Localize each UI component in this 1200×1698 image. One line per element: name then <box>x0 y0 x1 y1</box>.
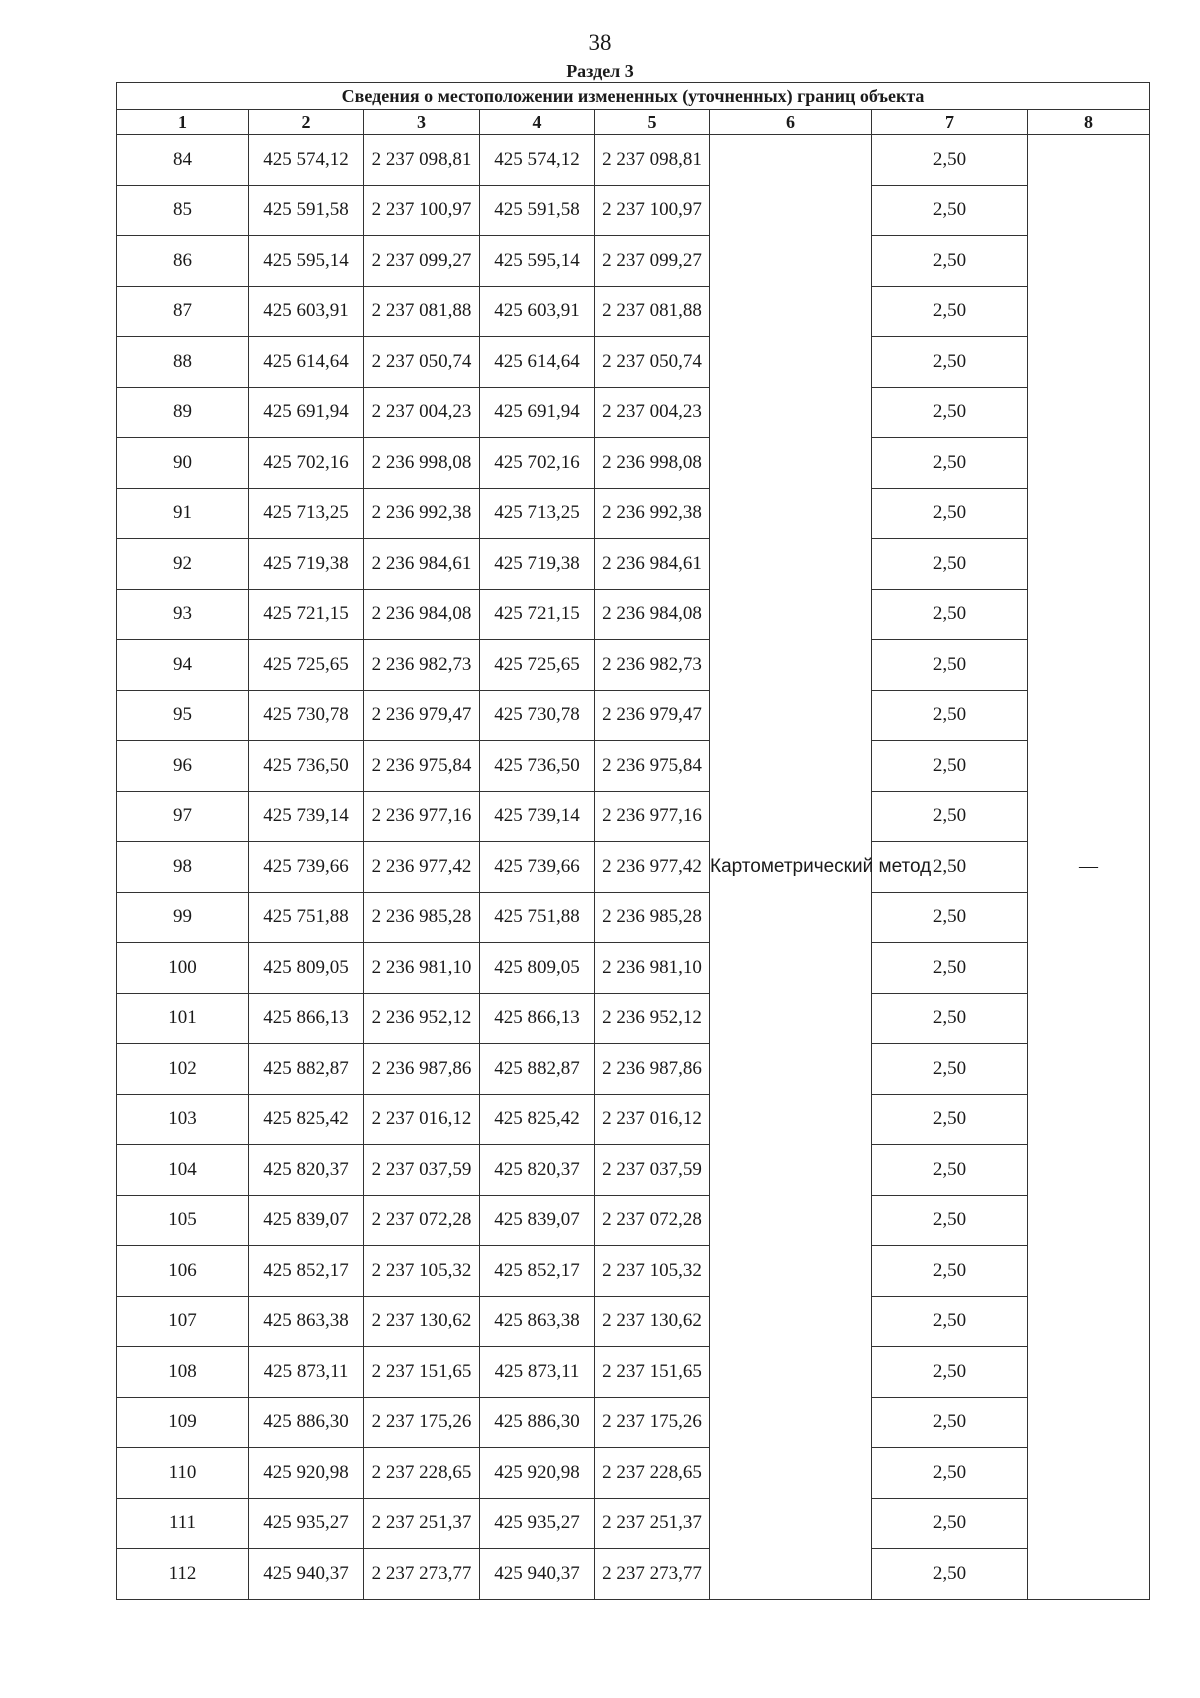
coordinate-cell: 425 730,78 <box>480 690 595 741</box>
coordinate-cell: 2 236 987,86 <box>364 1044 480 1095</box>
point-number-cell: 99 <box>117 892 249 943</box>
coordinate-cell: 2 237 175,26 <box>595 1397 710 1448</box>
coordinate-cell: 2 236 977,16 <box>595 791 710 842</box>
precision-cell: 2,50 <box>872 1044 1028 1095</box>
coordinate-cell: 2 237 273,77 <box>595 1549 710 1600</box>
coordinate-cell: 2 237 130,62 <box>595 1296 710 1347</box>
coordinate-cell: 425 574,12 <box>249 135 364 186</box>
coordinate-cell: 425 809,05 <box>249 943 364 994</box>
point-number-cell: 100 <box>117 943 249 994</box>
coordinate-cell: 425 751,88 <box>249 892 364 943</box>
coordinate-cell: 2 237 004,23 <box>364 387 480 438</box>
point-number-cell: 107 <box>117 1296 249 1347</box>
table-row <box>117 1498 1150 1549</box>
point-number-cell: 86 <box>117 236 249 287</box>
coordinate-cell: 2 236 984,61 <box>595 539 710 590</box>
coordinate-cell: 2 236 985,28 <box>364 892 480 943</box>
precision-cell: 2,50 <box>872 438 1028 489</box>
point-number-cell: 111 <box>117 1498 249 1549</box>
table-row <box>117 185 1150 236</box>
coordinate-cell: 425 691,94 <box>480 387 595 438</box>
coordinate-cell: 425 839,07 <box>480 1195 595 1246</box>
coordinate-cell: 425 713,25 <box>249 488 364 539</box>
coordinate-cell: 2 236 952,12 <box>595 993 710 1044</box>
precision-cell: 2,50 <box>872 842 1028 893</box>
coordinate-cell: 425 825,42 <box>249 1094 364 1145</box>
table-row <box>117 993 1150 1044</box>
point-number-cell: 97 <box>117 791 249 842</box>
coordinate-cell: 425 713,25 <box>480 488 595 539</box>
coordinate-cell: 425 751,88 <box>480 892 595 943</box>
coordinate-cell: 425 820,37 <box>249 1145 364 1196</box>
coordinate-cell: 425 863,38 <box>480 1296 595 1347</box>
point-number-cell: 112 <box>117 1549 249 1600</box>
coordinate-cell: 2 237 100,97 <box>364 185 480 236</box>
point-number-cell: 109 <box>117 1397 249 1448</box>
column-header: 3 <box>364 110 480 135</box>
point-number-cell: 101 <box>117 993 249 1044</box>
coordinate-cell: 425 702,16 <box>249 438 364 489</box>
coordinate-cell: 425 719,38 <box>480 539 595 590</box>
coordinate-cell: 425 730,78 <box>249 690 364 741</box>
coordinate-cell: 2 236 998,08 <box>595 438 710 489</box>
point-number-cell: 104 <box>117 1145 249 1196</box>
coordinate-cell: 425 852,17 <box>480 1246 595 1297</box>
coordinate-cell: 425 920,98 <box>480 1448 595 1499</box>
coordinate-cell: 425 595,14 <box>249 236 364 287</box>
coordinate-cell: 2 236 992,38 <box>595 488 710 539</box>
coordinate-cell: 2 237 130,62 <box>364 1296 480 1347</box>
coordinate-cell: 2 236 985,28 <box>595 892 710 943</box>
coordinate-cell: 425 725,65 <box>480 640 595 691</box>
section-title: Раздел 3 <box>566 61 634 81</box>
table-row <box>117 1549 1150 1600</box>
coordinate-cell: 425 940,37 <box>480 1549 595 1600</box>
coordinate-cell: 2 236 984,08 <box>595 589 710 640</box>
coordinate-cell: 425 736,50 <box>249 741 364 792</box>
coordinate-cell: 425 595,14 <box>480 236 595 287</box>
point-number-cell: 96 <box>117 741 249 792</box>
table-row <box>117 943 1150 994</box>
point-number-cell: 110 <box>117 1448 249 1499</box>
point-number-cell: 106 <box>117 1246 249 1297</box>
coordinate-cell: 425 721,15 <box>249 589 364 640</box>
coordinate-cell: 2 236 977,42 <box>595 842 710 893</box>
table-row <box>117 1347 1150 1398</box>
coordinate-cell: 425 852,17 <box>249 1246 364 1297</box>
coordinate-cell: 2 237 081,88 <box>595 286 710 337</box>
coordinate-cell: 425 873,11 <box>480 1347 595 1398</box>
table-row <box>117 1448 1150 1499</box>
point-number-cell: 102 <box>117 1044 249 1095</box>
coordinate-cell: 2 237 099,27 <box>595 236 710 287</box>
precision-cell: 2,50 <box>872 488 1028 539</box>
coordinate-cell: 425 739,14 <box>480 791 595 842</box>
point-number-cell: 94 <box>117 640 249 691</box>
precision-cell: 2,50 <box>872 1145 1028 1196</box>
coordinate-cell: 2 236 979,47 <box>595 690 710 741</box>
method-cell: Картометрический метод <box>710 135 872 1600</box>
precision-cell: 2,50 <box>872 185 1028 236</box>
precision-cell: 2,50 <box>872 741 1028 792</box>
coordinate-cell: 425 809,05 <box>480 943 595 994</box>
coordinate-cell: 425 866,13 <box>249 993 364 1044</box>
coordinate-cell: 2 237 151,65 <box>364 1347 480 1398</box>
point-number-cell: 108 <box>117 1347 249 1398</box>
coordinate-cell: 2 237 072,28 <box>364 1195 480 1246</box>
coordinate-cell: 425 920,98 <box>249 1448 364 1499</box>
column-header: 7 <box>872 110 1028 135</box>
table-row <box>117 539 1150 590</box>
coordinate-cell: 2 237 098,81 <box>595 135 710 186</box>
precision-cell: 2,50 <box>872 589 1028 640</box>
coordinate-cell: 2 236 975,84 <box>364 741 480 792</box>
table-row <box>117 842 1150 893</box>
coordinate-cell: 425 820,37 <box>480 1145 595 1196</box>
precision-cell: 2,50 <box>872 1397 1028 1448</box>
precision-cell: 2,50 <box>872 1549 1028 1600</box>
coordinate-cell: 425 886,30 <box>480 1397 595 1448</box>
table-row <box>117 1296 1150 1347</box>
precision-cell: 2,50 <box>872 1246 1028 1297</box>
coordinate-cell: 425 614,64 <box>249 337 364 388</box>
precision-cell: 2,50 <box>872 1296 1028 1347</box>
column-header: 8 <box>1028 110 1150 135</box>
coordinate-cell: 425 739,66 <box>480 842 595 893</box>
table-row <box>117 1094 1150 1145</box>
coordinate-cell: 425 935,27 <box>480 1498 595 1549</box>
table-row <box>117 589 1150 640</box>
coordinate-cell: 2 236 982,73 <box>595 640 710 691</box>
table-row <box>117 690 1150 741</box>
coordinate-cell: 2 236 992,38 <box>364 488 480 539</box>
coordinate-cell: 2 236 975,84 <box>595 741 710 792</box>
coordinate-cell: 2 237 228,65 <box>364 1448 480 1499</box>
point-number-cell: 85 <box>117 185 249 236</box>
coordinate-cell: 2 236 984,61 <box>364 539 480 590</box>
precision-cell: 2,50 <box>872 337 1028 388</box>
point-number-cell: 89 <box>117 387 249 438</box>
precision-cell: 2,50 <box>872 1347 1028 1398</box>
coordinate-cell: 2 236 952,12 <box>364 993 480 1044</box>
table-row <box>117 135 1150 186</box>
coordinate-cell: 425 866,13 <box>480 993 595 1044</box>
table-row <box>117 640 1150 691</box>
coordinate-cell: 2 236 981,10 <box>595 943 710 994</box>
coordinate-cell: 2 237 004,23 <box>595 387 710 438</box>
column-header: 4 <box>480 110 595 135</box>
coordinate-cell: 2 237 105,32 <box>595 1246 710 1297</box>
page-number: 38 <box>588 30 612 55</box>
coordinate-cell: 2 237 099,27 <box>364 236 480 287</box>
coordinate-cell: 425 591,58 <box>249 185 364 236</box>
precision-cell: 2,50 <box>872 135 1028 186</box>
table-body <box>117 135 1150 1600</box>
coordinate-cell: 2 237 081,88 <box>364 286 480 337</box>
table-row <box>117 1145 1150 1196</box>
coordinate-cell: 2 237 251,37 <box>364 1498 480 1549</box>
coordinate-cell: 425 940,37 <box>249 1549 364 1600</box>
table-row <box>117 236 1150 287</box>
coordinate-cell: 2 237 072,28 <box>595 1195 710 1246</box>
coordinate-cell: 2 237 175,26 <box>364 1397 480 1448</box>
coordinate-cell: 425 574,12 <box>480 135 595 186</box>
point-number-cell: 87 <box>117 286 249 337</box>
precision-cell: 2,50 <box>872 236 1028 287</box>
column-header-row <box>117 110 1150 135</box>
table-row <box>117 337 1150 388</box>
table-row <box>117 387 1150 438</box>
table-row <box>117 791 1150 842</box>
precision-cell: 2,50 <box>872 640 1028 691</box>
table-row <box>117 1246 1150 1297</box>
coordinate-cell: 425 719,38 <box>249 539 364 590</box>
coordinate-cell: 2 236 977,16 <box>364 791 480 842</box>
coordinate-cell: 2 237 050,74 <box>595 337 710 388</box>
table-row <box>117 488 1150 539</box>
point-number-cell: 88 <box>117 337 249 388</box>
coordinate-cell: 425 863,38 <box>249 1296 364 1347</box>
precision-cell: 2,50 <box>872 690 1028 741</box>
precision-cell: 2,50 <box>872 1195 1028 1246</box>
coordinate-cell: 2 237 228,65 <box>595 1448 710 1499</box>
point-number-cell: 93 <box>117 589 249 640</box>
column-header: 2 <box>249 110 364 135</box>
precision-cell: 2,50 <box>872 387 1028 438</box>
coordinate-cell: 2 237 016,12 <box>595 1094 710 1145</box>
coordinate-cell: 2 237 098,81 <box>364 135 480 186</box>
coordinate-cell: 425 935,27 <box>249 1498 364 1549</box>
coordinate-cell: 2 237 037,59 <box>364 1145 480 1196</box>
coordinate-cell: 425 839,07 <box>249 1195 364 1246</box>
note-cell: — <box>1028 135 1150 1600</box>
point-number-cell: 90 <box>117 438 249 489</box>
coordinate-cell: 2 237 037,59 <box>595 1145 710 1196</box>
precision-cell: 2,50 <box>872 1094 1028 1145</box>
table-row <box>117 286 1150 337</box>
coordinate-cell: 425 736,50 <box>480 741 595 792</box>
point-number-cell: 98 <box>117 842 249 893</box>
point-number-cell: 92 <box>117 539 249 590</box>
point-number-cell: 105 <box>117 1195 249 1246</box>
coordinate-cell: 425 691,94 <box>249 387 364 438</box>
point-number-cell: 103 <box>117 1094 249 1145</box>
coordinate-cell: 2 237 151,65 <box>595 1347 710 1398</box>
coordinate-cell: 2 236 984,08 <box>364 589 480 640</box>
point-number-cell: 91 <box>117 488 249 539</box>
coordinate-cell: 2 236 977,42 <box>364 842 480 893</box>
coordinate-cell: 425 886,30 <box>249 1397 364 1448</box>
coordinate-cell: 2 236 998,08 <box>364 438 480 489</box>
table-row <box>117 1397 1150 1448</box>
coordinate-cell: 425 603,91 <box>480 286 595 337</box>
coordinate-cell: 2 236 987,86 <box>595 1044 710 1095</box>
table-row <box>117 438 1150 489</box>
table-row <box>117 741 1150 792</box>
coordinate-cell: 425 725,65 <box>249 640 364 691</box>
table-row <box>117 1044 1150 1095</box>
coordinate-cell: 2 237 050,74 <box>364 337 480 388</box>
point-number-cell: 84 <box>117 135 249 186</box>
table-row <box>117 892 1150 943</box>
coordinate-cell: 2 236 981,10 <box>364 943 480 994</box>
coordinate-cell: 2 236 982,73 <box>364 640 480 691</box>
coordinate-cell: 2 236 979,47 <box>364 690 480 741</box>
coordinate-cell: 425 591,58 <box>480 185 595 236</box>
column-header: 1 <box>117 110 249 135</box>
coordinate-cell: 425 702,16 <box>480 438 595 489</box>
precision-cell: 2,50 <box>872 943 1028 994</box>
coordinate-cell: 425 614,64 <box>480 337 595 388</box>
coordinate-cell: 425 825,42 <box>480 1094 595 1145</box>
coordinate-cell: 2 237 273,77 <box>364 1549 480 1600</box>
coordinate-cell: 425 873,11 <box>249 1347 364 1398</box>
precision-cell: 2,50 <box>872 286 1028 337</box>
coordinate-cell: 425 739,14 <box>249 791 364 842</box>
table-caption: Сведения о местоположении измененных (уточненных) границ объекта <box>117 83 1150 110</box>
coordinate-cell: 2 237 100,97 <box>595 185 710 236</box>
precision-cell: 2,50 <box>872 892 1028 943</box>
coordinate-cell: 2 237 016,12 <box>364 1094 480 1145</box>
point-number-cell: 95 <box>117 690 249 741</box>
column-header: 6 <box>710 110 872 135</box>
coordinate-cell: 425 721,15 <box>480 589 595 640</box>
boundary-table <box>116 82 1150 1600</box>
table-row <box>117 1195 1150 1246</box>
coordinate-cell: 425 603,91 <box>249 286 364 337</box>
precision-cell: 2,50 <box>872 993 1028 1044</box>
precision-cell: 2,50 <box>872 539 1028 590</box>
coordinate-cell: 425 739,66 <box>249 842 364 893</box>
precision-cell: 2,50 <box>872 1448 1028 1499</box>
precision-cell: 2,50 <box>872 1498 1028 1549</box>
column-header: 5 <box>595 110 710 135</box>
coordinate-cell: 2 237 105,32 <box>364 1246 480 1297</box>
coordinate-cell: 425 882,87 <box>480 1044 595 1095</box>
precision-cell: 2,50 <box>872 791 1028 842</box>
coordinate-cell: 425 882,87 <box>249 1044 364 1095</box>
coordinate-cell: 2 237 251,37 <box>595 1498 710 1549</box>
